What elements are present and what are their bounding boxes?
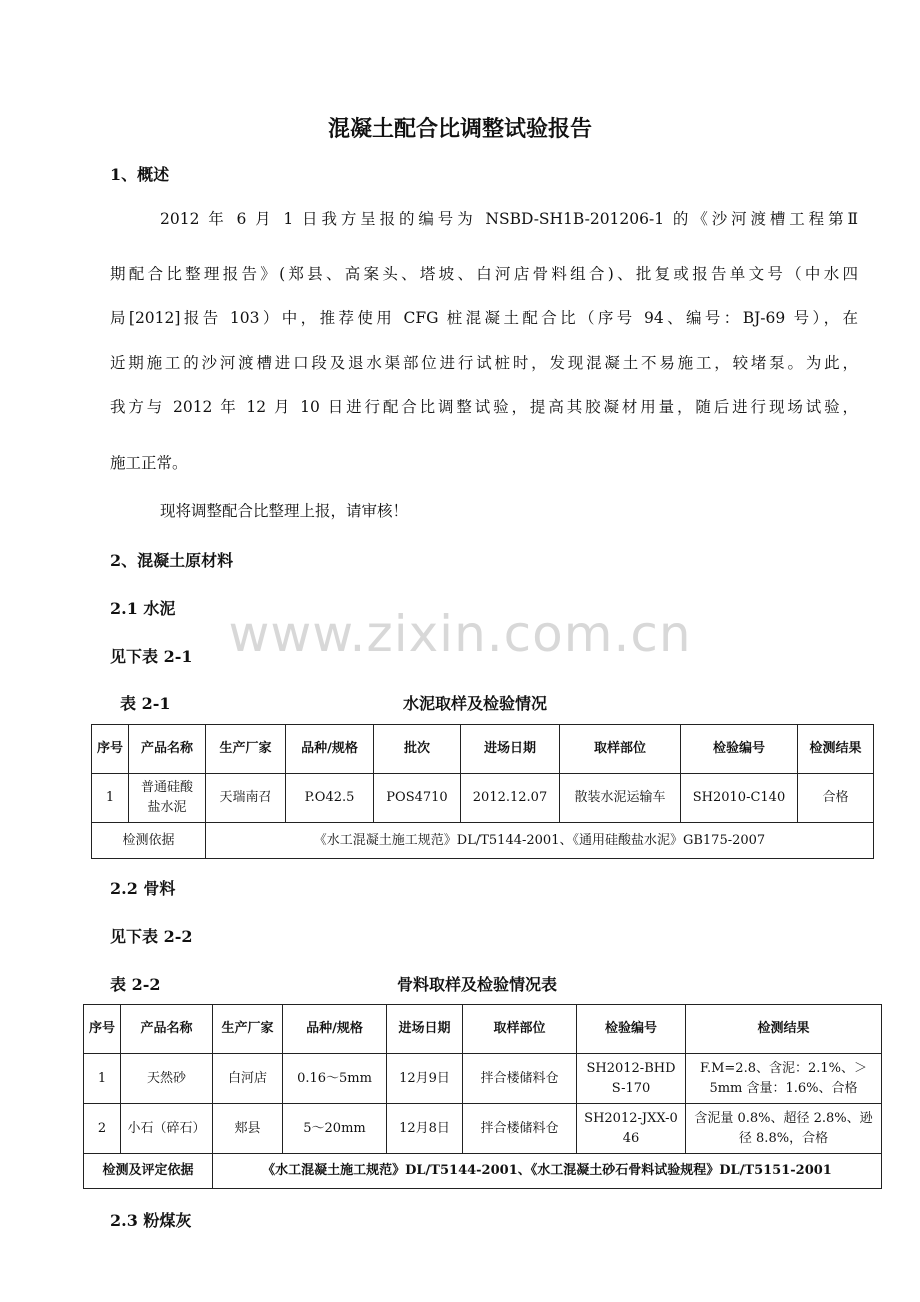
cell: 郏县 [213, 1104, 283, 1154]
header-cell: 检验编号 [577, 1005, 686, 1054]
subheading-fly-ash: 2.3 粉煤灰 [110, 1211, 192, 1230]
cell: P.O42.5 [286, 774, 374, 823]
cell: 2012.12.07 [461, 774, 560, 823]
cell: 1 [84, 1054, 121, 1104]
header-cell: 序号 [92, 725, 129, 774]
section-heading-materials: 2、混凝土原材料 [110, 551, 234, 570]
subheading-cement: 2.1 水泥 [110, 599, 176, 618]
cell: SH2010-C140 [681, 774, 798, 823]
header-cell: 品种/规格 [283, 1005, 387, 1054]
section-heading-overview: 1、概述 [110, 165, 170, 184]
table-label: 表 2-1 [120, 694, 171, 713]
table-caption: 水泥取样及检验情况 [403, 694, 548, 713]
basis-value: 《水工混凝土施工规范》DL/T5144-2001、《水工混凝土砂石骨料试验规程》DL/T5151-2001 [213, 1154, 882, 1189]
header-cell: 检验编号 [681, 725, 798, 774]
basis-label: 检测及评定依据 [84, 1154, 213, 1189]
cell: 散装水泥运输车 [560, 774, 681, 823]
cell: 天瑞南召 [206, 774, 286, 823]
header-cell: 取样部位 [463, 1005, 577, 1054]
table-header-row [84, 1005, 882, 1054]
table-row [92, 774, 874, 823]
paragraph-line: 局[2012]报告 103）中，推荐使用 CFG 桩混凝土配合比（序号 94、编号：BJ-69 号），在 [110, 309, 858, 327]
header-cell: 生产厂家 [206, 725, 286, 774]
watermark: www.zixin.com.cn [228, 605, 692, 663]
cell: 1 [92, 774, 129, 823]
cell: 小石（碎石） [121, 1104, 213, 1154]
paragraph-line: 我方与 2012 年 12 月 10 日进行配合比调整试验，提高其胶凝材用量，随后进行现场试验， [110, 398, 858, 416]
header-cell: 生产厂家 [213, 1005, 283, 1054]
cement-table [91, 724, 874, 859]
cell: SH2012-JXX-046 [577, 1104, 686, 1154]
header-cell: 序号 [84, 1005, 121, 1054]
cell: 拌合楼储料仓 [463, 1104, 577, 1154]
header-cell: 产品名称 [121, 1005, 213, 1054]
basis-row [84, 1154, 882, 1189]
header-cell: 批次 [374, 725, 461, 774]
header-cell: 检测结果 [686, 1005, 882, 1054]
paragraph-line: 施工正常。 [110, 454, 188, 472]
cell: 天然砂 [121, 1054, 213, 1104]
table-row [84, 1054, 882, 1104]
header-cell: 进场日期 [387, 1005, 463, 1054]
table-label: 表 2-2 [110, 975, 161, 994]
header-cell: 品种/规格 [286, 725, 374, 774]
paragraph-line: 期配合比整理报告》(郑县、高案头、塔坡、白河店骨料组合)、批复或报告单文号（中水四 [110, 265, 858, 283]
table-caption: 骨料取样及检验情况表 [397, 975, 558, 994]
cell: 2 [84, 1104, 121, 1154]
cell: 拌合楼储料仓 [463, 1054, 577, 1104]
cell: 合格 [798, 774, 874, 823]
basis-row [92, 823, 874, 859]
cell: 普通硅酸盐水泥 [129, 774, 206, 823]
header-cell: 取样部位 [560, 725, 681, 774]
cell: 12月8日 [387, 1104, 463, 1154]
aggregate-table [83, 1004, 882, 1189]
table-row [84, 1104, 882, 1154]
table-header-row [92, 725, 874, 774]
cell: 12月9日 [387, 1054, 463, 1104]
cell: SH2012-BHDS-170 [577, 1054, 686, 1104]
page-title: 混凝土配合比调整试验报告 [327, 116, 592, 142]
cell: 含泥量 0.8%、超径 2.8%、逊径 8.8%，合格 [686, 1104, 882, 1154]
subheading-aggregate: 2.2 骨料 [110, 879, 176, 898]
header-cell: 进场日期 [461, 725, 560, 774]
basis-value: 《水工混凝土施工规范》DL/T5144-2001、《通用硅酸盐水泥》GB175-2007 [206, 823, 874, 859]
paragraph-line: 2012 年 6 月 1 日我方呈报的编号为 NSBD-SH1B-201206-1 的《沙河渡槽工程第Ⅱ [160, 210, 858, 228]
cell: 5～20mm [283, 1104, 387, 1154]
paragraph-line: 近期施工的沙河渡槽进口段及退水渠部位进行试桩时，发现混凝土不易施工，较堵泵。为此， [110, 354, 858, 372]
see-table-2-1: 见下表 2-1 [110, 647, 193, 666]
cell: 白河店 [213, 1054, 283, 1104]
closing-paragraph: 现将调整配合比整理上报，请审核！ [160, 502, 409, 520]
cell: F.M=2.8、含泥：2.1%、＞5mm 含量：1.6%、合格 [686, 1054, 882, 1104]
see-table-2-2: 见下表 2-2 [110, 927, 193, 946]
basis-label: 检测依据 [92, 823, 206, 859]
header-cell: 产品名称 [129, 725, 206, 774]
cell: 0.16～5mm [283, 1054, 387, 1104]
header-cell: 检测结果 [798, 725, 874, 774]
cell: POS4710 [374, 774, 461, 823]
